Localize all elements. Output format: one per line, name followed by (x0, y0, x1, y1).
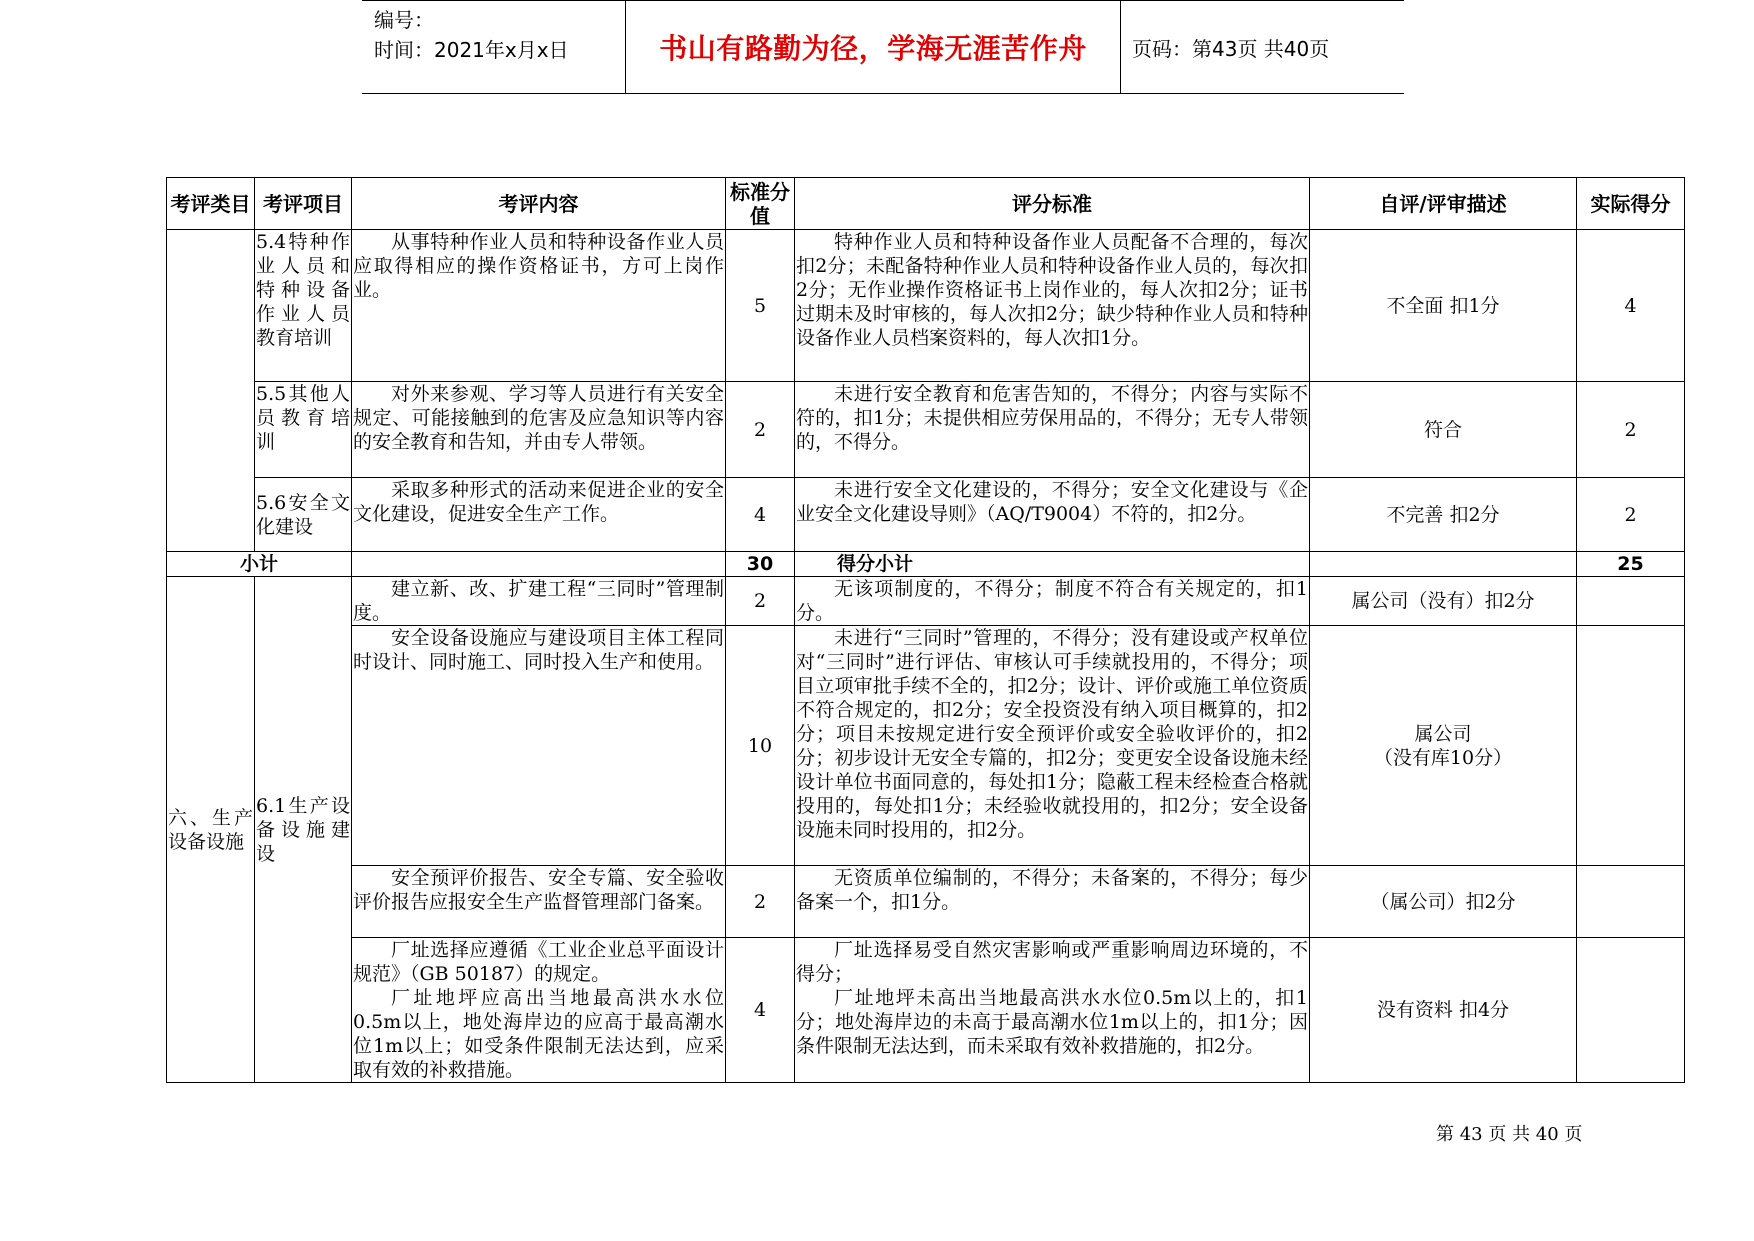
header-std-score: 标准分值 (726, 178, 795, 230)
table-row (167, 866, 1685, 938)
header-motto: 书山有路勤为径，学海无涯苦作舟 (625, 1, 1121, 93)
subtotal-label: 小计 (167, 552, 352, 577)
criteria-para-2: 厂址地坪未高出当地最高洪水水位0.5m以上的，扣1分；地处海岸边的未高于最高潮水位1m以上的，扣1分；因条件限制无法达到，而未采取有效补救措施的，扣2分。 (796, 987, 1308, 1057)
table-row (167, 938, 1685, 1083)
table-row (167, 577, 1685, 626)
item-cell: 5.6安全文化建设 (255, 478, 352, 552)
table-row (167, 626, 1685, 866)
page-label: 页码：第43页 共40页 (1132, 36, 1330, 61)
score-cell: 4 (726, 938, 795, 1083)
actual-cell: 2 (1577, 478, 1685, 552)
content-cell: 安全设备设施应与建设项目主体工程同时设计、同时施工、同时投入生产和使用。 (352, 626, 726, 866)
header-self-eval: 自评/评审描述 (1310, 178, 1577, 230)
criteria-cell (795, 938, 1310, 1083)
header-actual: 实际得分 (1577, 178, 1685, 230)
item-cell: 5.5其他人员教育培训 (255, 382, 352, 478)
score-cell: 2 (726, 866, 795, 938)
self-eval-cell: 没有资料 扣4分 (1310, 938, 1577, 1083)
header-meta (374, 5, 569, 65)
self-eval-cell: 不完善 扣2分 (1310, 478, 1577, 552)
category-cell-empty (167, 230, 255, 552)
table-row (167, 478, 1685, 552)
score-cell: 2 (726, 577, 795, 626)
subtotal-row (167, 552, 1685, 577)
score-cell: 5 (726, 230, 795, 382)
self-eval-line-1: 属公司 (1414, 722, 1472, 745)
table-header-row (167, 178, 1685, 230)
self-eval-line-2: （没有库10分） (1373, 746, 1513, 769)
page-footer: 第 43 页 共 40 页 (1436, 1124, 1583, 1145)
self-eval-cell: 符合 (1310, 382, 1577, 478)
criteria-cell: 无该项制度的，不得分；制度不符合有关规定的，扣1分。 (796, 578, 1308, 624)
evaluation-table (166, 177, 1685, 1083)
subtotal-score-label: 得分小计 (795, 552, 1310, 577)
content-cell: 采取多种形式的活动来促进企业的安全文化建设，促进安全生产工作。 (352, 478, 726, 552)
content-cell: 对外来参观、学习等人员进行有关安全规定、可能接触到的危害及应急知识等内容的安全教育和告知，并由专人带领。 (352, 382, 726, 478)
number-label: 编号： (374, 8, 434, 32)
table-row (167, 382, 1685, 478)
actual-cell: 2 (1577, 382, 1685, 478)
actual-cell (1577, 626, 1685, 866)
subtotal-score: 30 (726, 552, 795, 577)
content-cell: 建立新、改、扩建工程“三同时”管理制度。 (353, 578, 724, 624)
header-content: 考评内容 (352, 178, 726, 230)
score-cell: 4 (726, 478, 795, 552)
header-category: 考评类目 (167, 178, 255, 230)
content-para-2: 厂址地坪应高出当地最高洪水水位0.5m以上，地处海岸边的应高于最高潮水位1m以上；如受条件限制无法达到，应采取有效的补救措施。 (353, 987, 724, 1081)
content-cell (352, 938, 726, 1083)
criteria-cell: 无资质单位编制的，不得分；未备案的，不得分；每少备案一个，扣1分。 (795, 866, 1310, 938)
subtotal-empty-eval (1310, 552, 1577, 577)
actual-cell (1577, 577, 1685, 626)
category-cell: 六、生产设备设施 (167, 577, 255, 1083)
content-cell: 从事特种作业人员和特种设备作业人员应取得相应的操作资格证书，方可上岗作业。 (352, 230, 726, 382)
actual-cell (1577, 866, 1685, 938)
score-cell: 2 (726, 382, 795, 478)
content-para-1: 厂址选择应遵循《工业企业总平面设计规范》（GB 50187）的规定。 (353, 939, 724, 985)
self-eval-cell: （属公司）扣2分 (1310, 866, 1577, 938)
content-cell: 安全预评价报告、安全专篇、安全验收评价报告应报安全生产监督管理部门备案。 (352, 866, 726, 938)
time-label: 时间：2021年x月x日 (374, 38, 569, 62)
self-eval-cell: 不全面 扣1分 (1310, 230, 1577, 382)
criteria-cell: 未进行“三同时”管理的，不得分；没有建设或产权单位对“三同时”进行评估、审核认可手续就投用的，不得分；项目立项审批手续不全的，扣2分；设计、评价或施工单位资质不符合规定的，扣2分；安全投资没有纳入项目概算的，扣2分；项目未按规定进行安全预评价或安全验收评价的，扣2分；初步设计无安全专篇的，扣2分；变更安全设备设施未经设计单位书面同意的，每处扣1分；隐蔽工程未经检查合格就投用的，每处扣1分；未经验收就投用的，扣2分；安全设备设施未同时投用的，扣2分。 (795, 626, 1310, 866)
self-eval-cell (1310, 626, 1577, 866)
criteria-para-1: 厂址选择易受自然灾害影响或严重影响周边环境的，不得分； (796, 939, 1308, 985)
header-criteria: 评分标准 (795, 178, 1310, 230)
criteria-cell: 未进行安全文化建设的，不得分；安全文化建设与《企业安全文化建设导则》（AQ/T9004）不符的，扣2分。 (795, 478, 1310, 552)
subtotal-actual: 25 (1577, 552, 1685, 577)
criteria-cell: 未进行安全教育和危害告知的，不得分；内容与实际不符的，扣1分；未提供相应劳保用品的，不得分；无专人带领的，不得分。 (795, 382, 1310, 478)
self-eval-cell: 属公司（没有）扣2分 (1310, 577, 1577, 626)
actual-cell (1577, 938, 1685, 1083)
score-cell: 10 (726, 626, 795, 866)
table-row (167, 230, 1685, 382)
criteria-cell: 特种作业人员和特种设备作业人员配备不合理的，每次扣2分；未配备特种作业人员和特种设备作业人员的，每次扣2分；无作业操作资格证书上岗作业的，每人次扣2分；证书过期未及时审核的，每人次扣2分；缺少特种作业人员和特种设备作业人员档案资料的，每人次扣1分。 (795, 230, 1310, 382)
actual-cell: 4 (1577, 230, 1685, 382)
header-item: 考评项目 (255, 178, 352, 230)
item-cell: 5.4特种作业人员和特种设备作业人员教育培训 (255, 230, 352, 382)
item-cell: 6.1生产设备设施建设 (255, 577, 352, 1083)
subtotal-empty (352, 552, 726, 577)
page-header (362, 0, 1404, 94)
